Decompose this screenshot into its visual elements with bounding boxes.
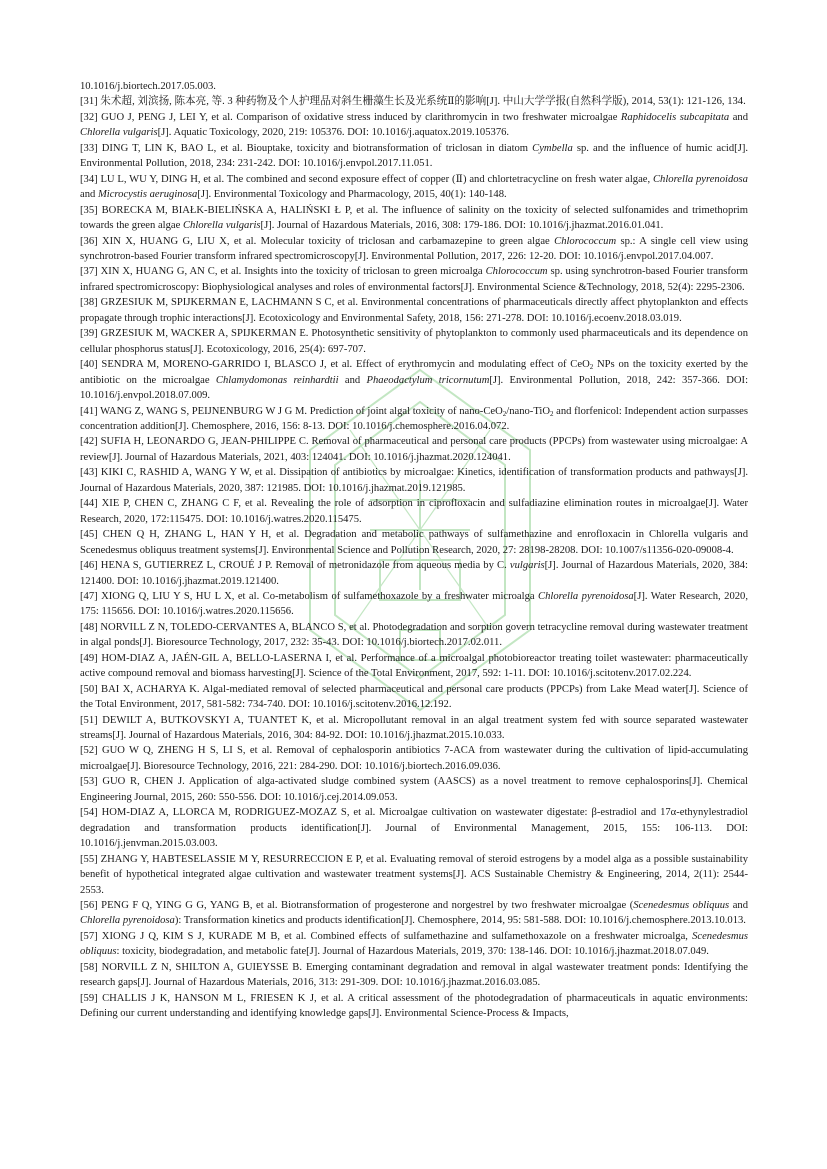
reference-item: [31] 朱术超, 刘滨扬, 陈本亮, 等. 3 种药物及个人护理品对斜生栅藻生长及光系统Ⅱ的影响[J]. 中山大学学报(自然科学版), 2014, 53(1): 121-126, 134.	[80, 96, 746, 108]
reference-list	[80, 94, 748, 1021]
reference-item: [57] XIONG J Q, KIM S J, KURADE M B, et al. Combined effects of sulfamethazine and sulfamethoxazole on a freshwater microalga, Scenedesmus obliquus: toxicity, biodegradation, and metabolic fate[J]. Journal of Hazardous Materials, 2019, 370: 138-146. DOI: 10.1016/j.jhazmat.2018.07.049.	[80, 930, 748, 958]
reference-item: [47] XIONG Q, LIU Y S, HU L X, et al. Co-metabolism of sulfamethoxazole by a freshwater microalga Chlorella pyrenoidosa[J]. Water Research, 2020, 175: 115656. DOI: 10.1016/j.watres.2020.115656.	[80, 590, 748, 618]
reference-item: [43] KIKI C, RASHID A, WANG Y W, et al. Dissipation of antibiotics by microalgae: Kinetics, identification of transformation products and pathways[J]. Journal of Hazardous Materials, 2020, 387: 121985. DOI: 10.1016/j.jhazmat.2019.121985.	[80, 467, 748, 494]
reference-list-page	[80, 79, 748, 1022]
reference-item: [33] DING T, LIN K, BAO L, et al. Biouptake, toxicity and biotransformation of triclosan in diatom Cymbella sp. and the influence of humic acid[J]. Environmental Pollution, 2018, 234: 231-242. DOI: 10.1016/j.envpol.2017.11.051.	[80, 142, 748, 170]
reference-item: [44] XIE P, CHEN C, ZHANG C F, et al. Revealing the role of adsorption in ciprofloxacin and sulfadiazine elimination routes in microalgae[J]. Water Research, 2020, 172:115475. DOI: 10.1016/j.watres.2020.115475.	[80, 498, 748, 525]
reference-item: [48] NORVILL Z N, TOLEDO-CERVANTES A, BLANCO S, et al. Photodegradation and sorption govern tetracycline removal during wastewater treatment in algal ponds[J]. Bioresource Technology, 2017, 232: 35-43. DOI: 10.1016/j.biortech.2017.02.011.	[80, 621, 748, 649]
reference-item: [50] BAI X, ACHARYA K. Algal-mediated removal of selected pharmaceutical and personal care products (PPCPs) from Lake Mead water[J]. Science of the Total Environment, 2017, 581-582: 734-740. DOI: 10.1016/j.scitotenv.2016.12.192.	[80, 683, 748, 711]
reference-item: [49] HOM-DIAZ A, JAÉN-GIL A, BELLO-LASERNA I, et al. Performance of a microalgal photobioreactor treating toilet wastewater: pharmaceutically active compound removal and biomass harvesting[J]. Science of the Total Environment, 2017, 592: 1-11. DOI: 10.1016/j.scitotenv.2017.02.224.	[80, 652, 748, 680]
reference-item: [56] PENG F Q, YING G G, YANG B, et al. Biotransformation of progesterone and norgestrel by two freshwater microalgae (Scenedesmus obliquus and Chlorella pyrenoidosa): Transformation kinetics and products identification[J]. Chemosphere, 2014, 95: 581-588. DOI: 10.1016/j.chemosphere.2013.10.013.	[80, 900, 748, 927]
reference-continuation: 10.1016/j.biortech.2017.05.003.	[80, 81, 216, 92]
reference-item: [35] BORECKA M, BIAŁK-BIELIŃSKA A, HALIŃSKI Ł P, et al. The influence of salinity on the toxicity of selected sulfonamides and trimethoprim towards the green algae Chlorella vulgaris[J]. Journal of Hazardous Materials, 2016, 308: 179-186. DOI: 10.1016/j.jhazmat.2016.01.041.	[80, 204, 748, 232]
reference-item: [55] ZHANG Y, HABTESELASSIE M Y, RESURRECCION E P, et al. Evaluating removal of steroid estrogens by a model alga as a possible sustainability benefit of hypothetical integrated algae cultivation and wastewater treatment systems[J]. ACS Sustainable Chemistry & Engineering, 2014, 2(11): 2544-2553.	[80, 853, 748, 896]
reference-item: [58] NORVILL Z N, SHILTON A, GUIEYSSE B. Emerging contaminant degradation and removal in algal wastewater treatment ponds: Identifying the research gaps[J]. Journal of Hazardous Materials, 2016, 313: 291-309. DOI: 10.1016/j.jhazmat.2016.03.085.	[80, 961, 748, 989]
reference-item: [54] HOM-DIAZ A, LLORCA M, RODRIGUEZ-MOZAZ S, et al. Microalgae cultivation on wastewater digestate: β-estradiol and 17α-ethynylestradiol degradation and transformation products identification[J]. Journal of Environmental Management, 2015, 155: 106-113. DOI: 10.1016/j.jenvman.2015.03.003.	[80, 807, 748, 850]
reference-item: [34] LU L, WU Y, DING H, et al. The combined and second exposure effect of copper (Ⅱ) and chlortetracycline on fresh water algae, Chlorella pyrenoidosa and Microcystis aeruginosa[J]. Environmental Toxicology and Pharmacology, 2015, 40(1): 140-148.	[80, 173, 748, 201]
reference-item: [40] SENDRA M, MORENO-GARRIDO I, BLASCO J, et al. Effect of erythromycin and modulating effect of CeO$_2$ NPs on the toxicity exerted by the antibiotic on the microalgae Chlamydomonas reinhardtii and Phaeodactylum tricornutum[J]. Environmental Pollution, 2018, 242: 357-366. DOI: 10.1016/j.envpol.2018.07.009.	[80, 359, 749, 402]
reference-item: [59] CHALLIS J K, HANSON M L, FRIESEN K J, et al. A critical assessment of the photodegradation of pharmaceuticals in aquatic environments: Defining our current understanding and identifying knowledge gaps[J]. Environmental Science-Process & Impacts,	[80, 992, 748, 1020]
reference-item: [39] GRZESIUK M, WACKER A, SPIJKERMAN E. Photosynthetic sensitivity of phytoplankton to commonly used pharmaceuticals and its dependence on cellular phosphorus status[J]. Ecotoxicology, 2016, 25(4): 697-707.	[80, 328, 748, 355]
reference-item: [38] GRZESIUK M, SPIJKERMAN E, LACHMANN S C, et al. Environmental concentrations of pharmaceuticals directly affect phytoplankton and effects propagate through trophic interactions[J]. Ecotoxicology and Environmental Safety, 2018, 156: 271-278. DOI: 10.1016/j.ecoenv.2018.03.019.	[80, 297, 748, 324]
reference-item: [37] XIN X, HUANG G, AN C, et al. Insights into the toxicity of triclosan to green microalga Chlorococcum sp. using synchrotron-based Fourier transform infrared spectromicroscopy: Biophysiological analyses and roles of environmental factors[J]. Environmental Science &Technology, 2018, 52(4): 2295-2306.	[80, 266, 748, 293]
reference-item: [45] CHEN Q H, ZHANG L, HAN Y H, et al. Degradation and metabolic pathways of sulfamethazine and enrofloxacin in Chlorella vulgaris and Scenedesmus obliquus treatment systems[J]. Environmental Science and Pollution Research, 2020, 27: 28198-28208. DOI: 10.1007/s11356-020-09008-4.	[80, 529, 748, 556]
reference-item: [51] DEWILT A, BUTKOVSKYI A, TUANTET K, et al. Micropollutant removal in an algal treatment system fed with source separated wastewater streams[J]. Journal of Hazardous Materials, 2016, 304: 84-92. DOI: 10.1016/j.jhazmat.2015.10.033.	[80, 714, 748, 742]
reference-item: [32] GUO J, PENG J, LEI Y, et al. Comparison of oxidative stress induced by clarithromycin in two freshwater microalgae Raphidocelis subcapitata and Chlorella vulgaris[J]. Aquatic Toxicology, 2020, 219: 105376. DOI: 10.1016/j.aquatox.2019.105376.	[80, 111, 748, 139]
reference-item: [53] GUO R, CHEN J. Application of alga-activated sludge combined system (AASCS) as a novel treatment to remove cephalosporins[J]. Chemical Engineering Journal, 2015, 260: 550-556. DOI: 10.1016/j.cej.2014.09.053.	[80, 776, 748, 803]
reference-item: [52] GUO W Q, ZHENG H S, LI S, et al. Removal of cephalosporin antibiotics 7-ACA from wastewater during the cultivation of lipid-accumulating microalgae[J]. Bioresource Technology, 2016, 221: 284-290. DOI: 10.1016/j.biortech.2016.09.036.	[80, 745, 748, 772]
reference-item: [46] HENA S, GUTIERREZ L, CROUÉ J P. Removal of metronidazole from aqueous media by C. vulgaris[J]. Journal of Hazardous Materials, 2020, 384: 121400. DOI: 10.1016/j.jhazmat.2019.121400.	[80, 560, 748, 587]
reference-item: [36] XIN X, HUANG G, LIU X, et al. Molecular toxicity of triclosan and carbamazepine to green algae Chlorococcum sp.: A single cell view using synchrotron-based Fourier transform infrared spectromicroscopy[J]. Environmental Pollution, 2017, 226: 12-20. DOI: 10.1016/j.envpol.2017.04.007.	[80, 235, 749, 262]
reference-item: [41] WANG Z, WANG S, PEIJNENBURG W J G M. Prediction of joint algal toxicity of nano-CeO$_2$/nano-TiO$_2$ and florfenicol: Independent action surpasses concentration addition[J]. Chemosphere, 2016, 156: 8-13. DOI: 10.1016/j.chemosphere.2016.04.072.	[80, 405, 748, 432]
reference-item: [42] SUFIA H, LEONARDO G, JEAN-PHILIPPE C. Removal of pharmaceutical and personal care products (PPCPs) from wastewater using microalgae: A review[J]. Journal of Hazardous Materials, 2021, 403: 124041. DOI: 10.1016/j.jhazmat.2020.124041.	[80, 436, 748, 463]
